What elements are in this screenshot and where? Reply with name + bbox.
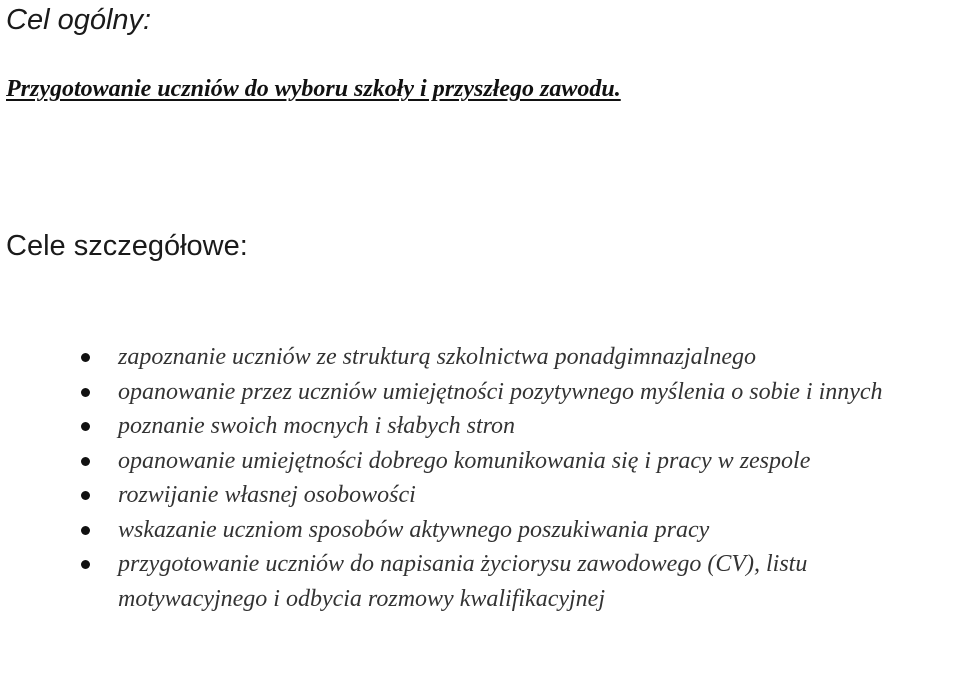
list-item <box>0 409 960 444</box>
general-goal-heading: Cel ogólny: <box>6 4 152 36</box>
list-item-text: opanowanie przez uczniów umiejętności pozytywnego myślenia o sobie i innych <box>118 378 883 405</box>
list-item <box>0 513 960 548</box>
bullet-icon <box>81 353 90 362</box>
detailed-goals-heading: Cele szczegółowe: <box>6 230 248 262</box>
bullet-icon <box>81 560 90 569</box>
general-goal-text: Przygotowanie uczniów do wyboru szkoły i przyszłego zawodu. <box>6 76 621 102</box>
list-item <box>0 444 960 479</box>
list-item-text: zapoznanie uczniów ze strukturą szkolnictwa ponadgimnazjalnego <box>118 344 756 370</box>
bullet-icon <box>81 491 90 500</box>
bullet-icon <box>81 422 90 431</box>
list-item-text: wskazanie uczniom sposobów aktywnego poszukiwania pracy <box>118 516 710 543</box>
list-item-text: opanowanie umiejętności dobrego komunikowania się i pracy w zespole <box>118 447 811 474</box>
list-item <box>0 340 960 375</box>
detailed-goals-list <box>0 340 960 616</box>
list-item <box>0 547 960 616</box>
bullet-icon <box>81 526 90 535</box>
bullet-icon <box>81 388 90 397</box>
list-item-text: przygotowanie uczniów do napisania życiorysu zawodowego (CV), listu motywacyjnego i odbycia rozmowy kwalifikacyjnej <box>118 551 808 612</box>
list-item <box>0 478 960 513</box>
list-item-text: poznanie swoich mocnych i słabych stron <box>118 413 516 439</box>
bullet-icon <box>81 457 90 466</box>
list-item-text: rozwijanie własnej osobowości <box>118 482 416 508</box>
list-item <box>0 375 960 410</box>
